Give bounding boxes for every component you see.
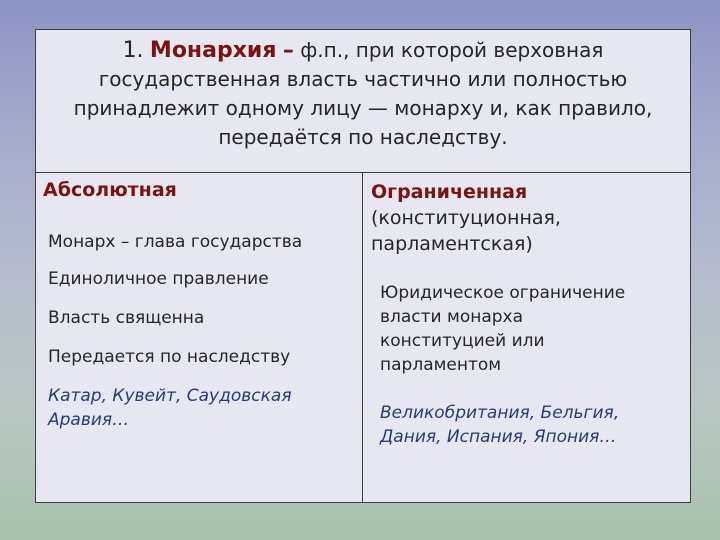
limited-examples-line-1: Великобритания, Бельгия, xyxy=(380,403,620,423)
definition-line-1-text: ф.п., при которой верховная xyxy=(300,38,604,62)
definition-dash: – xyxy=(282,38,294,63)
limited-feature xyxy=(380,281,625,377)
limited-feature-line: конституцией или xyxy=(380,331,545,351)
limited-examples xyxy=(380,401,619,449)
limited-title: Ограниченная xyxy=(371,181,528,203)
definition-line-3: принадлежит одному лицу — монарху и, как правило, xyxy=(73,96,653,120)
absolute-feature: Монарх – глава государства xyxy=(48,232,303,252)
limited-subtitle-line-1: (конституционная, xyxy=(371,207,561,229)
limited-feature-line: власти монарха xyxy=(380,307,524,327)
limited-monarchy-column xyxy=(363,173,690,502)
monarchy-table xyxy=(35,29,691,503)
absolute-examples xyxy=(48,384,292,432)
limited-subtitle-line-2: парламентская) xyxy=(371,233,533,255)
absolute-monarchy-column xyxy=(36,173,363,502)
limited-feature-line: Юридическое ограничение xyxy=(380,283,626,303)
absolute-feature: Передается по наследству xyxy=(48,347,291,367)
absolute-examples-line-1: Катар, Кувейт, Саудовская xyxy=(48,386,292,406)
definition-term: Монархия xyxy=(149,38,277,63)
absolute-title: Абсолютная xyxy=(43,179,177,201)
definition-number: 1. xyxy=(122,38,144,63)
limited-examples-line-2: Дания, Испания, Япония… xyxy=(380,427,617,447)
absolute-feature: Единоличное правление xyxy=(48,269,269,289)
definition-line-2: государственная власть частично или полностью xyxy=(98,67,628,91)
definition-cell xyxy=(36,30,690,173)
limited-title-block xyxy=(371,179,561,257)
absolute-examples-line-2: Аравия… xyxy=(48,410,130,430)
definition-line-4: передаётся по наследству. xyxy=(218,125,508,149)
definition-line-1 xyxy=(36,36,690,65)
limited-feature-line: парламентом xyxy=(380,355,502,375)
absolute-feature: Власть священна xyxy=(48,308,205,328)
